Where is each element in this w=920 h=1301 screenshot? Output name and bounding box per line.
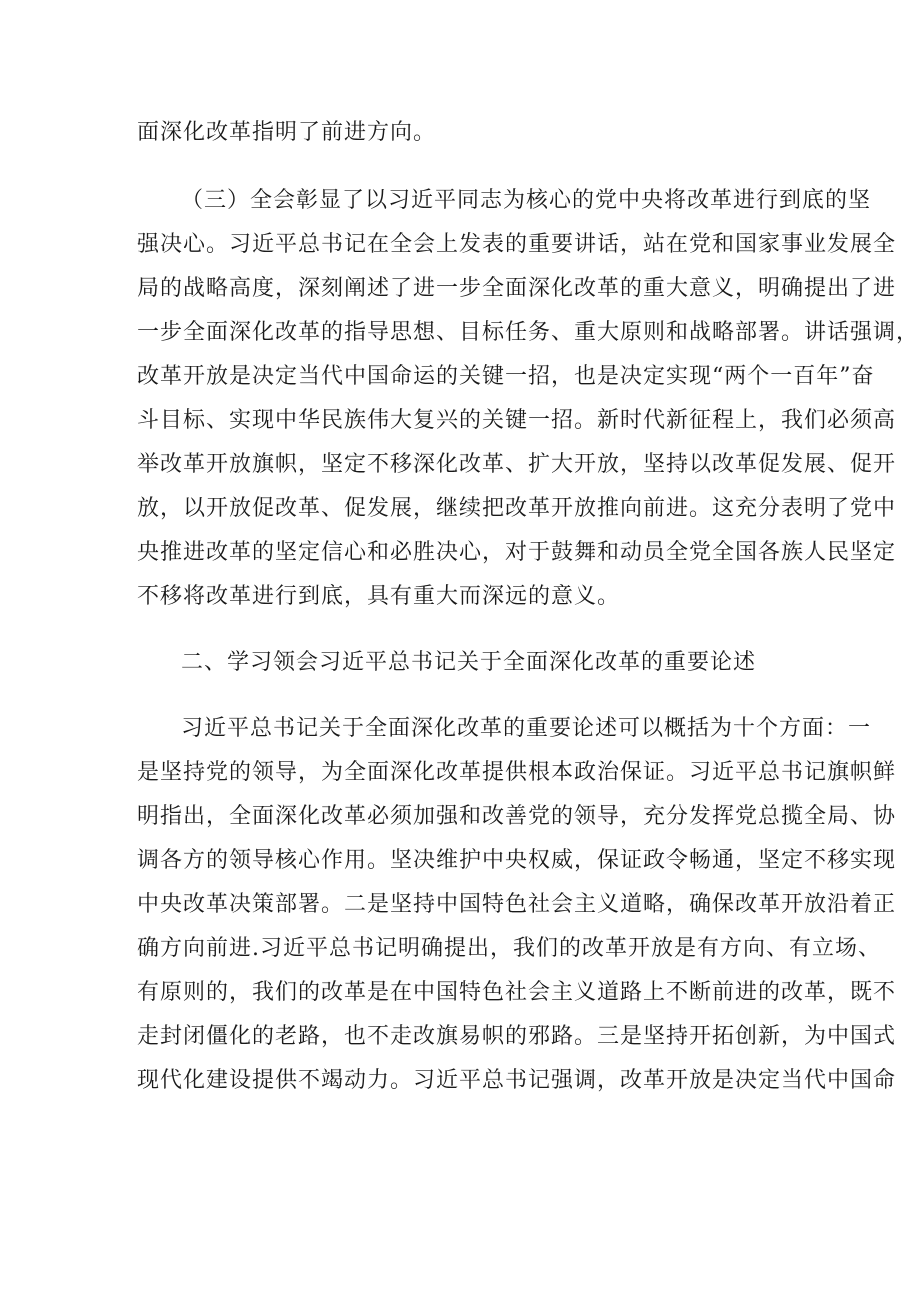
text-line: 走封闭僵化的老路，也不走改旗易帜的邪路。三是坚持开拓创新，为中国式	[137, 1024, 897, 1049]
text-line: 现代化建设提供不竭动力。习近平总书记强调，改革开放是决定当代中国命	[137, 1068, 897, 1093]
text-line: 放，以开放促改革、促发展，继续把改革开放推向前进。这充分表明了党中	[137, 496, 897, 521]
text-line: （三）全会彰显了以习近平同志为核心的党中央将改革进行到底的坚	[181, 188, 872, 213]
text-line: 局的战略高度，深刻阐述了进一步全面深化改革的重大意义，明确提出了进	[137, 276, 897, 301]
text-line: 有原则的，我们的改革是在中国特色社会主义道路上不断前进的改革，既不	[137, 980, 897, 1005]
text-line: 一步全面深化改革的指导思想、目标任务、重大原则和战略部署。讲话强调，	[137, 320, 920, 345]
text-line: 强决心。习近平总书记在全会上发表的重要讲话，站在党和国家事业发展全	[137, 232, 897, 257]
text-line: 中央改革决策部署。二是坚持中国特色社会主义道略，确保改革开放沿着正	[137, 892, 897, 917]
text-line: 不移将改革进行到底，具有重大而深远的意义。	[137, 584, 621, 609]
text-line: 改革开放是决定当代中国命运的关键一招，也是决定实现“两个一百年”奋	[137, 364, 875, 389]
text-line: 调各方的领导核心作用。坚决维护中央权威，保证政令畅通，坚定不移实现	[137, 848, 897, 873]
text-line: 确方向前进.习近平总书记明确提出，我们的改革开放是有方向、有立场、	[137, 936, 881, 961]
text-line: 央推进改革的坚定信心和必胜决心，对于鼓舞和动员全党全国各族人民坚定	[137, 540, 897, 565]
text-line: 面深化改革指明了前进方向。	[137, 120, 437, 145]
text-line: 是坚持党的领导，为全面深化改革提供根本政治保证。习近平总书记旗帜鲜	[137, 760, 897, 785]
text-line: 习近平总书记关于全面深化改革的重要论述可以概括为十个方面：一	[181, 716, 872, 741]
text-line: 明指出，全面深化改革必须加强和改善党的领导，充分发挥党总揽全局、协	[137, 804, 897, 829]
text-line: 举改革开放旗帜，坚定不移深化改革、扩大开放，坚持以改革促发展、促开	[137, 452, 897, 477]
section-heading: 二、学习领会习近平总书记关于全面深化改革的重要论述	[181, 650, 757, 675]
text-line: 斗目标、实现中华民族伟大复兴的关键一招。新时代新征程上，我们必须高	[137, 408, 897, 433]
